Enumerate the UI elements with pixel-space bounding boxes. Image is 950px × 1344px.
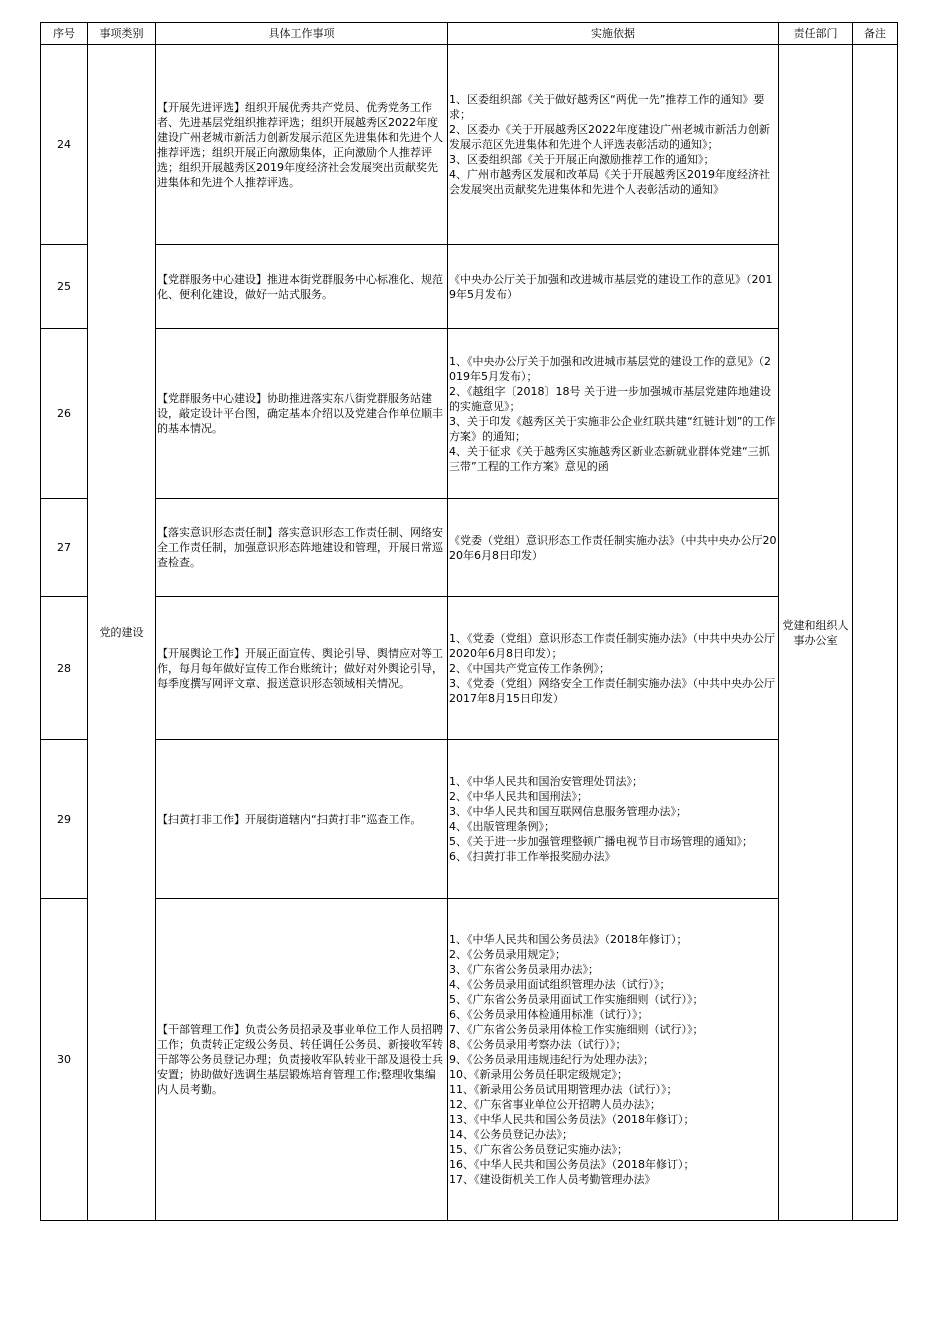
category-cell: 党的建设 [88,45,156,1221]
header-dept: 责任部门 [779,23,853,45]
basis-line: 12、《广东省事业单位公开招聘人员办法》； [449,1098,661,1111]
basis-line: 10、《新录用公务员任职定级规定》； [449,1068,628,1081]
basis-line: 1、《中华人民共和国公务员法》（2018年修订）； [449,933,688,946]
basis-line: 6、《公务员录用体检通用标准（试行）》； [449,1008,649,1021]
basis-line: 3、《广东省公务员录用办法》； [449,963,599,976]
row-number: 30 [41,899,88,1221]
basis-line: 13、《中华人民共和国公务员法》（2018年修订）； [449,1113,695,1126]
basis-line: 7、《广东省公务员录用体检工作实施细则（试行）》； [449,1023,704,1036]
table-row [41,899,898,1221]
header-task: 具体工作事项 [156,23,448,45]
table-row [41,499,898,597]
row-number: 25 [41,245,88,329]
basis-line: 2、区委办《关于开展越秀区2022年度建设广州老城市新活力创新发展示范区先进集体和先进个人评选表彰活动的通知》； [449,123,770,151]
basis-line: 16、《中华人民共和国公务员法》（2018年修订）； [449,1158,695,1171]
basis-line: 《中央办公厅关于加强和改进城市基层党的建设工作的意见》（2019年5月发布） [449,272,773,301]
basis-line: 1、区委组织部《关于做好越秀区“两优一先”推荐工作的通知》要求； [449,93,765,121]
header-category: 事项类别 [88,23,156,45]
row-number: 27 [41,499,88,597]
header-num: 序号 [41,23,88,45]
basis-line: 2、《中国共产党宣传工作条例》； [449,661,610,675]
basis-line: 15、《广东省公务员登记实施办法》； [449,1143,628,1156]
task-cell: 【干部管理工作】负责公务员招录及事业单位工作人员招聘工作；负责转正定级公务员、转任调任公务员、新接收军转干部等公务员登记办理；负责接收军队转业干部及退役士兵安置；协助做好选调生基层锻炼培育管理工作;整理收集编内人员考勤。 [156,899,448,1221]
header-remark: 备注 [853,23,898,45]
basis-cell [448,45,779,245]
basis-cell [448,597,779,740]
row-number: 29 [41,740,88,899]
basis-line: 1、《党委（党组）意识形态工作责任制实施办法》（中共中央办公厅2020年6月8日印发）； [449,631,775,660]
basis-line: 4、广州市越秀区发展和改革局《关于开展越秀区2019年度经济社会发展突出贡献奖先进集体和先进个人表彰活动的通知》 [449,168,770,196]
remark-cell [853,45,898,1221]
basis-line: 17、《建设街机关工作人员考勤管理办法》 [449,1173,656,1186]
row-number: 24 [41,45,88,245]
table-row [41,597,898,740]
basis-line: 1、《中华人民共和国治安管理处罚法》； [449,775,643,788]
basis-cell [448,245,779,329]
basis-line: 6、《扫黄打非工作举报奖励办法》 [449,850,616,863]
basis-line: 9、《公务员录用违规违纪行为处理办法》； [449,1053,654,1066]
basis-cell [448,499,779,597]
basis-line: 4、《公务员录用面试组织管理办法（试行）》； [449,978,671,991]
basis-cell [448,329,779,499]
basis-line: 4、《出版管理条例》； [449,820,555,833]
table-row [41,329,898,499]
basis-line: 11、《新录用公务员试用期管理办法（试行）》； [449,1083,678,1096]
header-basis: 实施依据 [448,23,779,45]
basis-cell [448,899,779,1221]
basis-line: 《党委（党组）意识形态工作责任制实施办法》（中共中央办公厅2020年6月8日印发） [449,533,777,562]
basis-line: 4、关于征求《关于越秀区实施越秀区新业态新就业群体党建“三抓三带”工程的工作方案》意见的函 [449,444,770,473]
basis-line: 2、《越组字〔2018〕18号 关于进一步加强城市基层党建阵地建设的实施意见》； [449,384,771,413]
task-cell: 【党群服务中心建设】协助推进落实东八街党群服务站建设，敲定设计平台图，确定基本介绍以及党建合作单位顺丰的基本情况。 [156,329,448,499]
table-header-row [41,23,898,45]
basis-line: 5、《广东省公务员录用面试工作实施细则（试行）》； [449,993,704,1006]
basis-line: 8、《公务员录用考察办法（试行）》； [449,1038,627,1051]
task-cell: 【开展先进评选】组织开展优秀共产党员、优秀党务工作者、先进基层党组织推荐评选；组织开展越秀区2022年度建设广州老城市新活力创新发展示范区先进集体和先进个人推荐评选；组织开展正向激励集体，正向激励个人推荐评选；组织开展越秀区2019年度经济社会发展突出贡献奖先进集体和先进个人推荐评选。 [156,45,448,245]
basis-line: 3、关于印发《越秀区关于实施非公企业红联共建“红链计划”的工作方案》的通知； [449,414,776,443]
table-row [41,245,898,329]
basis-line: 3、《党委（党组）网络安全工作责任制实施办法》（中共中央办公厅2017年8月15日印发） [449,676,775,705]
task-cell: 【扫黄打非工作】开展街道辖内“扫黄打非”巡查工作。 [156,740,448,899]
basis-line: 5、《关于进一步加强管理整顿广播电视节目市场管理的通知》； [449,835,753,848]
basis-line: 14、《公务员登记办法》； [449,1128,573,1141]
table-row [41,740,898,899]
basis-line: 3、《中华人民共和国互联网信息服务管理办法》； [449,805,687,818]
task-cell: 【落实意识形态责任制】落实意识形态工作责任制、网络安全工作责任制，加强意识形态阵地建设和管理，开展日常巡查检查。 [156,499,448,597]
basis-line: 3、区委组织部《关于开展正向激励推荐工作的通知》； [449,153,715,166]
basis-line: 1、《中央办公厅关于加强和改进城市基层党的建设工作的意见》（2019年5月发布）； [449,354,771,383]
table-row [41,45,898,245]
task-cell: 【开展舆论工作】开展正面宣传、舆论引导、舆情应对等工作，每月每年做好宣传工作台账统计；做好对外舆论引导，每季度撰写网评文章、报送意识形态领域相关情况。 [156,597,448,740]
basis-cell [448,740,779,899]
row-number: 26 [41,329,88,499]
basis-line: 2、《公务员录用规定》； [449,948,566,961]
task-cell: 【党群服务中心建设】推进本街党群服务中心标准化、规范化、便利化建设，做好一站式服务。 [156,245,448,329]
row-number: 28 [41,597,88,740]
basis-line: 2、《中华人民共和国刑法》； [449,790,588,803]
work-items-table [40,22,898,1221]
department-cell: 党建和组织人事办公室 [779,45,853,1221]
